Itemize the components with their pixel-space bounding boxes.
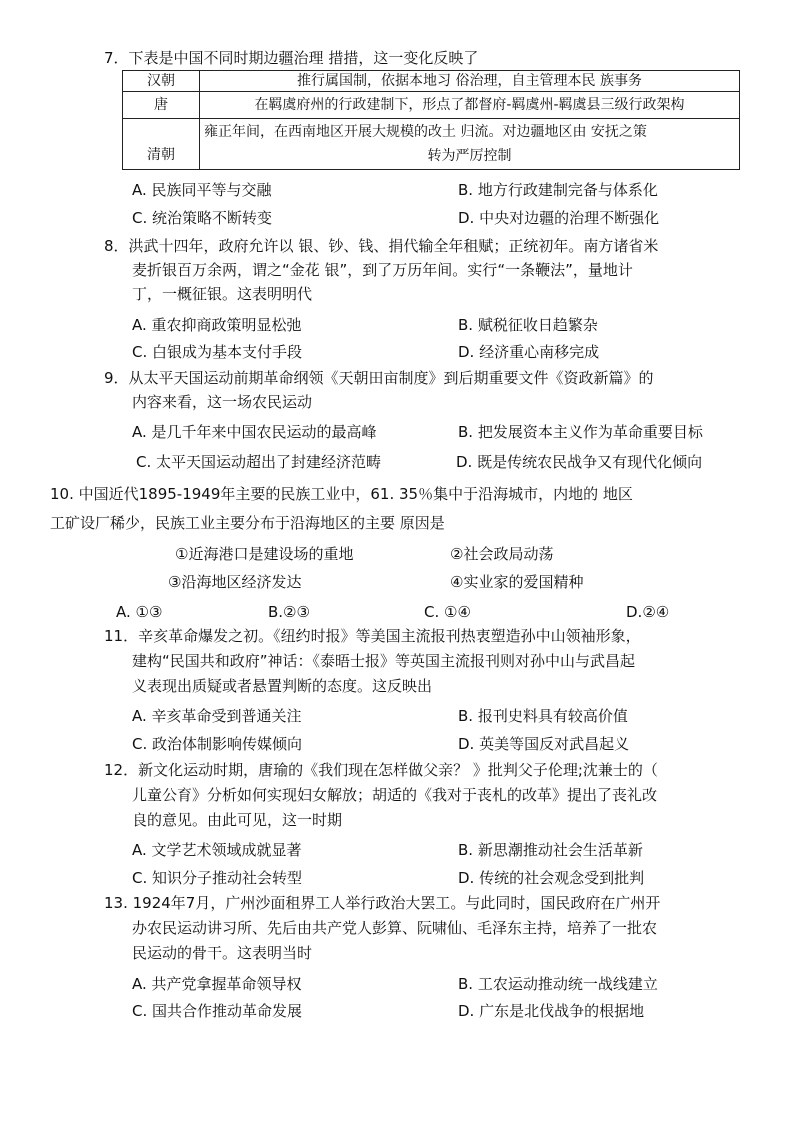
q11-option-c: C. 政治体制影响传媒倾向 xyxy=(132,735,303,753)
q12-option-d: D. 传统的社会观念受到批判 xyxy=(458,869,645,887)
q13-option-b: B. 工农运动推动统一战线建立 xyxy=(458,975,658,993)
q10-option-d: D.②④ xyxy=(626,603,670,621)
q8-option-b: B. 赋税征收日趋繁杂 xyxy=(458,316,598,334)
era-cell: 唐 xyxy=(123,92,200,119)
q10-item-2: ②社会政局动荡 xyxy=(450,545,554,563)
q7-option-c: C. 统治策略不断转变 xyxy=(132,209,273,227)
q13-line-2: 办农民运动讲习所、先后由共产党人彭算、阮啸仙、毛泽东主持，培养了一批农 xyxy=(132,919,658,937)
q12-option-c: C. 知识分子推动社会转型 xyxy=(132,869,303,887)
q9-line-1: 9．从太平天国运动前期革命纲领《天朝田亩制度》到后期重要文件《资政新篇》的 xyxy=(104,369,654,387)
q13-option-d: D. 广东是北伐战争的根据地 xyxy=(458,1002,645,1020)
desc-line: 转为严厉控制 xyxy=(427,148,512,164)
q8-line-1: 8．洪武十四年，政府允许以 银、钞、钱、捐代输全年租赋；正统初年。南方诸省米 xyxy=(104,237,659,255)
q11-option-b: B. 报刊史料具有较高价值 xyxy=(458,707,628,725)
q9-option-a: A. 是几千年来中国农民运动的最高峰 xyxy=(132,423,377,441)
q13-line-1: 13. 1924年7月，广州沙面租界工人举行政治大罢工。与此同时，国民政府在广州开 xyxy=(104,894,661,912)
q8-line-3: 丁，一概征银。这表明明代 xyxy=(132,285,313,303)
q13-option-c: C. 国共合作推动革命发展 xyxy=(132,1002,303,1020)
q8-option-c: C. 白银成为基本支付手段 xyxy=(132,343,303,361)
q7-option-b: B. 地方行政建制完备与体系化 xyxy=(458,181,658,199)
desc-cell xyxy=(200,119,740,170)
q10-line-2: 工矿设厂稀少，民族工业主要分布于沿海地区的主要 原因是 xyxy=(50,514,445,532)
q10-option-a: A. ①③ xyxy=(116,603,163,621)
q7-option-d: D. 中央对边疆的治理不断强化 xyxy=(458,209,660,227)
q10-line-1: 10. 中国近代1895-1949年主要的民族工业中，61. 35％集中于沿海城市，内地的 地区 xyxy=(50,485,633,503)
q10-option-c: C. ①④ xyxy=(424,603,471,621)
q8-line-2: 麦折银百万余两，谓之“金花 银”，到了万历年间。实行“一条鞭法”，量地计 xyxy=(132,261,633,279)
q12-option-a: A. 文学艺术领域成就显著 xyxy=(132,841,302,859)
table-row xyxy=(123,92,740,119)
q10-item-3: ③沿海地区经济发达 xyxy=(168,573,302,591)
q12-line-1: 12．新文化运动时期，唐瑜的《我们现在怎样做父亲？ 》批判父子伦理;沈兼士的（ xyxy=(104,761,658,779)
era-cell: 汉朝 xyxy=(123,71,200,92)
q10-item-1: ①近海港口是建设场的重地 xyxy=(175,545,354,563)
q12-option-b: B. 新思潮推动社会生活革新 xyxy=(458,841,643,859)
q13-option-a: A. 共产党拿握革命领导权 xyxy=(132,975,302,993)
q7-option-a: A. 民族同平等与交融 xyxy=(132,181,272,199)
q9-option-b: B. 把发展资本主义作为革命重要目标 xyxy=(458,423,703,441)
table-row xyxy=(123,71,740,92)
q10-item-4: ④实业家的爱国精种 xyxy=(450,573,584,591)
q9-line-2: 内容来看，这一场农民运动 xyxy=(132,393,313,411)
q8-option-d: D. 经济重心南移完成 xyxy=(458,343,600,361)
q13-line-3: 民运动的骨干。这表明当时 xyxy=(132,944,313,962)
q9-option-d: D. 既是传统农民战争又有现代化倾向 xyxy=(456,453,703,471)
q11-line-1: 11．辛亥革命爆发之初。《纽约时报》等美国主流报刊热衷塑造孙中山领袖形象， xyxy=(104,627,641,645)
q11-line-3: 义表现出质疑或者悬置判断的态度。这反映出 xyxy=(132,677,433,695)
q11-line-2: 建构“民国共和政府”神话：《泰晤士报》等英国主流报刊则对孙中山与武昌起 xyxy=(132,652,636,670)
q12-line-2: 儿童公育》分析如何实现妇女解放；胡适的《我对于丧札的改革》提出了丧礼改 xyxy=(132,786,658,804)
q11-option-a: A. 辛亥革命受到普通关注 xyxy=(132,707,302,725)
desc-line: 雍正年间，在西南地区开展大规模的改土 归流。对边疆地区由 安抚之策 xyxy=(204,124,647,140)
q8-option-a: A. 重农抑商政策明显松弛 xyxy=(132,316,302,334)
q12-line-3: 良的意见。由此可见，这一时期 xyxy=(132,811,343,829)
era-cell: 清朝 xyxy=(123,119,200,170)
desc-cell: 推行属国制，依据本地习 俗治理，自主管理本民 族事务 xyxy=(200,71,740,92)
q7-table xyxy=(122,70,740,170)
q7-stem: 7．下表是中国不同时期边疆治理 措措，这一变化反映了 xyxy=(104,49,479,67)
desc-cell: 在羁虞府州的行政建制下，形点了都督府-羁虞州-羁虞县三级行政架构 xyxy=(200,92,740,119)
q10-option-b: B.②③ xyxy=(268,603,310,621)
table-row xyxy=(123,119,740,170)
q9-option-c: C. 太平天国运动超出了封建经济范畴 xyxy=(136,453,382,471)
q11-option-d: D. 英美等国反对武昌起义 xyxy=(458,735,630,753)
